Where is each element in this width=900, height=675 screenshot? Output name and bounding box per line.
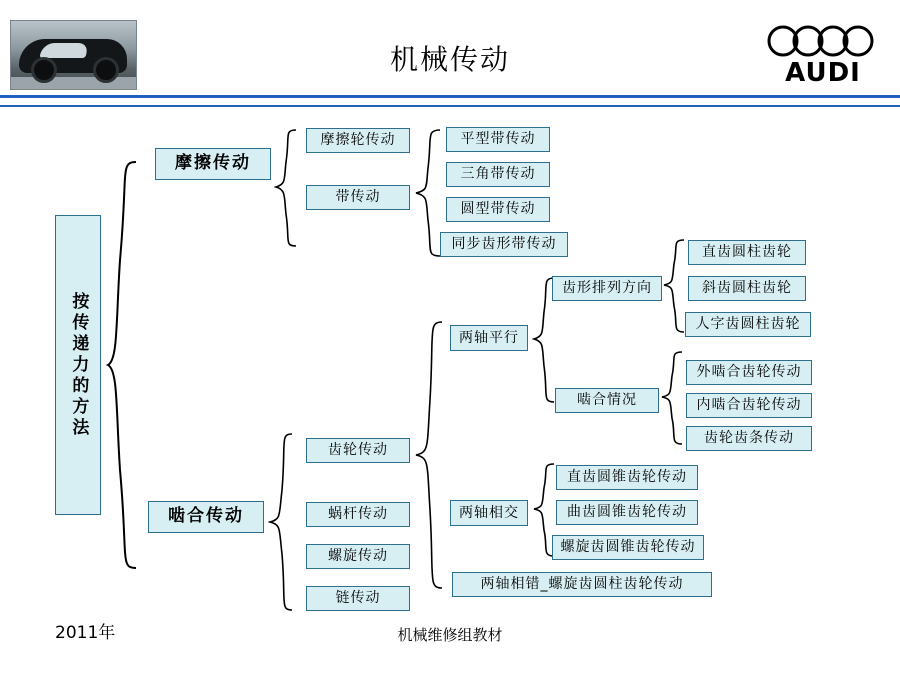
brace-mesh-case	[660, 350, 686, 446]
node-spur-gear[interactable]: 直齿圆柱齿轮	[688, 240, 806, 265]
brace-mesh	[268, 432, 296, 612]
node-helical-gear[interactable]: 斜齿圆柱齿轮	[688, 276, 806, 301]
node-two-axes-intersect[interactable]: 两轴相交	[450, 500, 528, 526]
audi-logo	[758, 22, 888, 88]
node-rack-gear[interactable]: 齿轮齿条传动	[686, 426, 812, 451]
node-herringbone-gear[interactable]: 人字齿圆柱齿轮	[685, 312, 811, 337]
brace-gear	[414, 320, 446, 590]
car-photo-ground	[11, 77, 136, 89]
node-worm-drive[interactable]: 蜗杆传动	[306, 502, 410, 527]
node-friction-drive[interactable]: 摩擦传动	[155, 148, 271, 180]
node-chain-drive[interactable]: 链传动	[306, 586, 410, 611]
node-gear-drive[interactable]: 齿轮传动	[306, 438, 410, 463]
page-title: 机械传动	[389, 43, 510, 76]
car-wheel-front	[31, 57, 57, 83]
node-mesh-drive[interactable]: 啮合传动	[148, 501, 264, 533]
node-belt-round[interactable]: 圆型带传动	[446, 197, 550, 222]
node-bevel-curved[interactable]: 曲齿圆锥齿轮传动	[556, 500, 698, 525]
audi-rings-icon	[766, 24, 882, 58]
node-friction-wheel[interactable]: 摩擦轮传动	[306, 128, 410, 153]
node-external-gear[interactable]: 外啮合齿轮传动	[686, 360, 812, 385]
node-two-axes-parallel[interactable]: 两轴平行	[450, 325, 528, 351]
brace-friction	[274, 128, 300, 248]
node-root[interactable]: 按传递力的方法	[55, 215, 101, 515]
node-belt-sync[interactable]: 同步齿形带传动	[440, 232, 568, 257]
car-photo	[10, 20, 137, 90]
car-window	[39, 43, 88, 58]
node-tooth-direction[interactable]: 齿形排列方向	[552, 276, 662, 301]
node-screw-drive[interactable]: 螺旋传动	[306, 544, 410, 569]
node-belt-v[interactable]: 三角带传动	[446, 162, 550, 187]
audi-wordmark: AUDI	[785, 58, 861, 88]
car-wheel-rear	[93, 57, 119, 83]
node-belt-drive[interactable]: 带传动	[306, 185, 410, 210]
footer-year: 2011年	[55, 623, 116, 643]
node-belt-flat[interactable]: 平型带传动	[446, 127, 550, 152]
footer-center-text: 机械维修组教材	[397, 626, 503, 644]
node-two-axes-skew[interactable]: 两轴相错_螺旋齿圆柱齿轮传动	[452, 572, 712, 597]
node-bevel-straight[interactable]: 直齿圆锥齿轮传动	[556, 465, 698, 490]
node-internal-gear[interactable]: 内啮合齿轮传动	[686, 393, 812, 418]
header-divider-thick	[0, 95, 900, 98]
header-divider-thin	[0, 105, 900, 107]
node-mesh-case[interactable]: 啮合情况	[555, 388, 659, 413]
brace-root	[106, 160, 140, 570]
node-bevel-helical[interactable]: 螺旋齿圆锥齿轮传动	[552, 535, 704, 560]
